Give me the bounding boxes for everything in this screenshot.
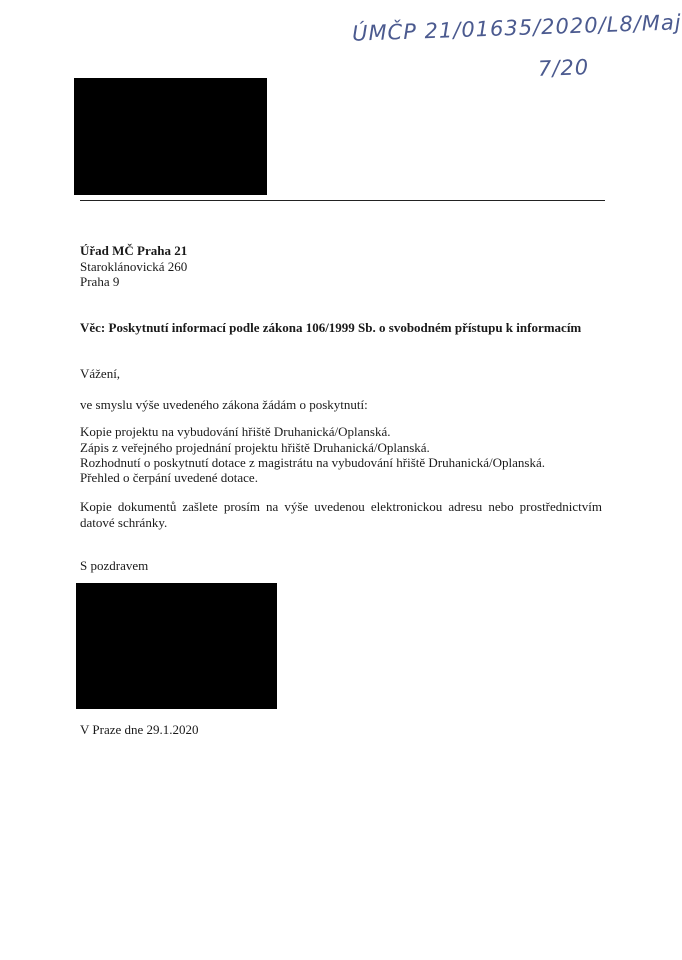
redacted-sender-block [74,78,267,195]
recipient-city: Praha 9 [80,274,120,289]
place-date: V Praze dne 29.1.2020 [80,722,199,737]
redacted-signature [76,583,277,709]
request-item: Zápis z veřejného projednání projektu hřiště Druhanická/Oplanská. [80,440,430,455]
letter-subject: Věc: Poskytnutí informací podle zákona 106/1999 Sb. o svobodném přístupu k informacím [80,320,582,335]
request-item: Rozhodnutí o poskytnutí dotace z magistrátu na vybudování hřiště Druhanická/Oplanská. [80,455,546,470]
handwritten-sheet-count: 7/20 [537,55,590,81]
delivery-note: Kopie dokumentů zašlete prosím na výše uvedenou elektronickou adresu nebo prostřednictvím datové schránky. [80,499,602,530]
request-intro: ve smyslu výše uvedeného zákona žádám o poskytnutí: [80,397,368,412]
request-item: Přehled o čerpání uvedené dotace. [80,470,258,485]
header-divider [80,200,605,201]
closing: S pozdravem [80,558,149,573]
recipient-street: Staroklánovická 260 [80,259,188,274]
handwritten-reference-number: ÚMČP 21/01635/2020/L8/Maj [351,10,682,46]
recipient-name: Úřad MČ Praha 21 [80,243,188,258]
salutation: Vážení, [80,366,121,381]
request-item: Kopie projektu na vybudování hřiště Druhanická/Oplanská. [80,424,391,439]
